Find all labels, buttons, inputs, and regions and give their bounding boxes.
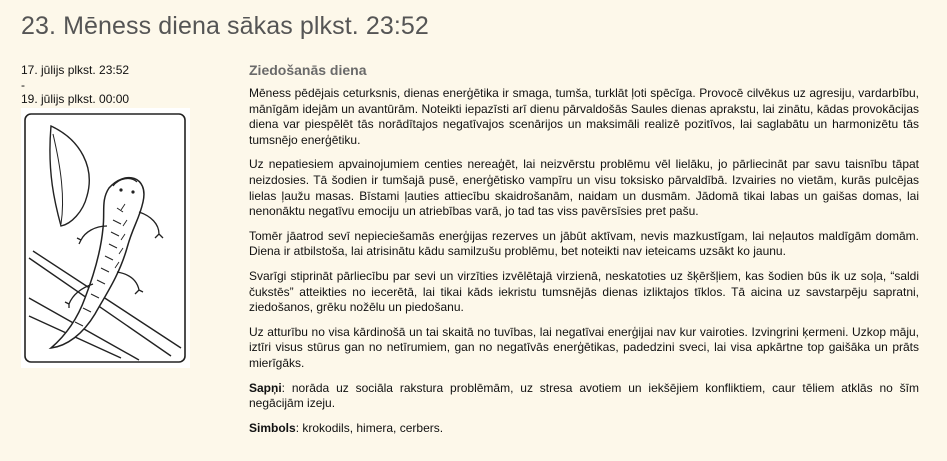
crocodile-drawing-icon: [21, 108, 190, 368]
paragraph-4: Svarīgi stiprināt pārliecību par sevi un virzīties izvēlētajā virzienā, neskatoties uz šķēršļiem, kas šodien būs ik uz soļa, “saldi čukstēs” atteikties no iecerētā, lai tikai kāds iekristu tumsnējās dienas izliktajos tīklos. Tā aicina uz savstarpēju sapratni, ziedošanos, grēku nožēlu un piedošanu.: [249, 268, 919, 315]
symbols-text: : krokodils, himera, cerbers.: [295, 420, 444, 435]
start-date: 17. jūlijs plkst. 23:52: [21, 63, 130, 77]
dreams-paragraph: [249, 381, 919, 412]
paragraph-5: Uz atturību no visa kārdinošā un tai skaitā no tuvības, lai negatīvai enerģijai nav kur vairoties. Izvingrini ķermeni. Uzkop māju, iztīri visus stūrus gan no netīrumiem, gan no negatīvās enerģētikas, padedzini sveci, lai visa apkārtne top gaišāka un prāts mierīgāks.: [249, 324, 919, 370]
article: [249, 62, 919, 445]
dreams-text: : norāda uz sociāla rakstura problēmām, uz stresa avotiem un iekšējiem konfliktiem, caur tēliem atklās no šīm negācijām izeju.: [249, 380, 919, 411]
end-date: 19. jūlijs plkst. 00:00: [21, 92, 130, 106]
symbols-label: Simbols: [249, 420, 296, 435]
lunar-day-card-image: [21, 108, 190, 368]
date-range: [21, 63, 201, 107]
paragraph-1: Mēness pēdējais ceturksnis, dienas enerģētika ir smaga, tumša, turklāt ļoti spēcīga. Provocē cilvēkus uz agresiju, vardarbību, mānīgām idejām un avantūrām. Noteikti iepazīsti arī dienu pārvaldošās Saules dienas aprakstu, lai zinātu, kādas provokācijas diena var piespēlēt tās norādītajos negatīvajos scenārijos un maksimāli realizē pozitīvos, lai saglabātu un harmonizētu tās tumsnējo enerģētiku.: [249, 86, 919, 147]
paragraph-2: Uz nepatiesiem apvainojumiem centies nereaģēt, lai neizvērstu problēmu vēl lielāku, jo pārliecināt par savu taisnību tāpat neizdosies. Tā šodien ir tumšajā pusē, enerģētisko vampīru un visu toksisko pārvaldībā. Izvairies no vietām, kurās pulcējas lielas ļaužu masas. Bīstami ļauties attiecību skaidrošanām, naidam un dusmām. Jādomā tikai labas un gaišas domas, lai nenonāktu negatīvu emociju un atriebības varā, jo tad tas viss pavērsīsies pret pašu.: [249, 157, 919, 219]
page-title: 23. Mēness diena sākas plkst. 23:52: [21, 12, 429, 40]
paragraph-3: Tomēr jāatrod sevī nepieciešamās enerģijas rezerves un jābūt aktīvam, nevis mazkustīgam, lai neļautos maldīgām domām. Diena ir atbilstoša, lai atrisinātu kādu samilzušu problēmu, bet noteikti nav ieteicams uzsākt ko jaunu.: [249, 228, 919, 259]
dreams-label: Sapņi: [249, 380, 282, 395]
date-separator: -: [21, 78, 25, 92]
symbols-paragraph: [249, 421, 919, 437]
section-heading: Ziedošanās diena: [249, 62, 367, 78]
